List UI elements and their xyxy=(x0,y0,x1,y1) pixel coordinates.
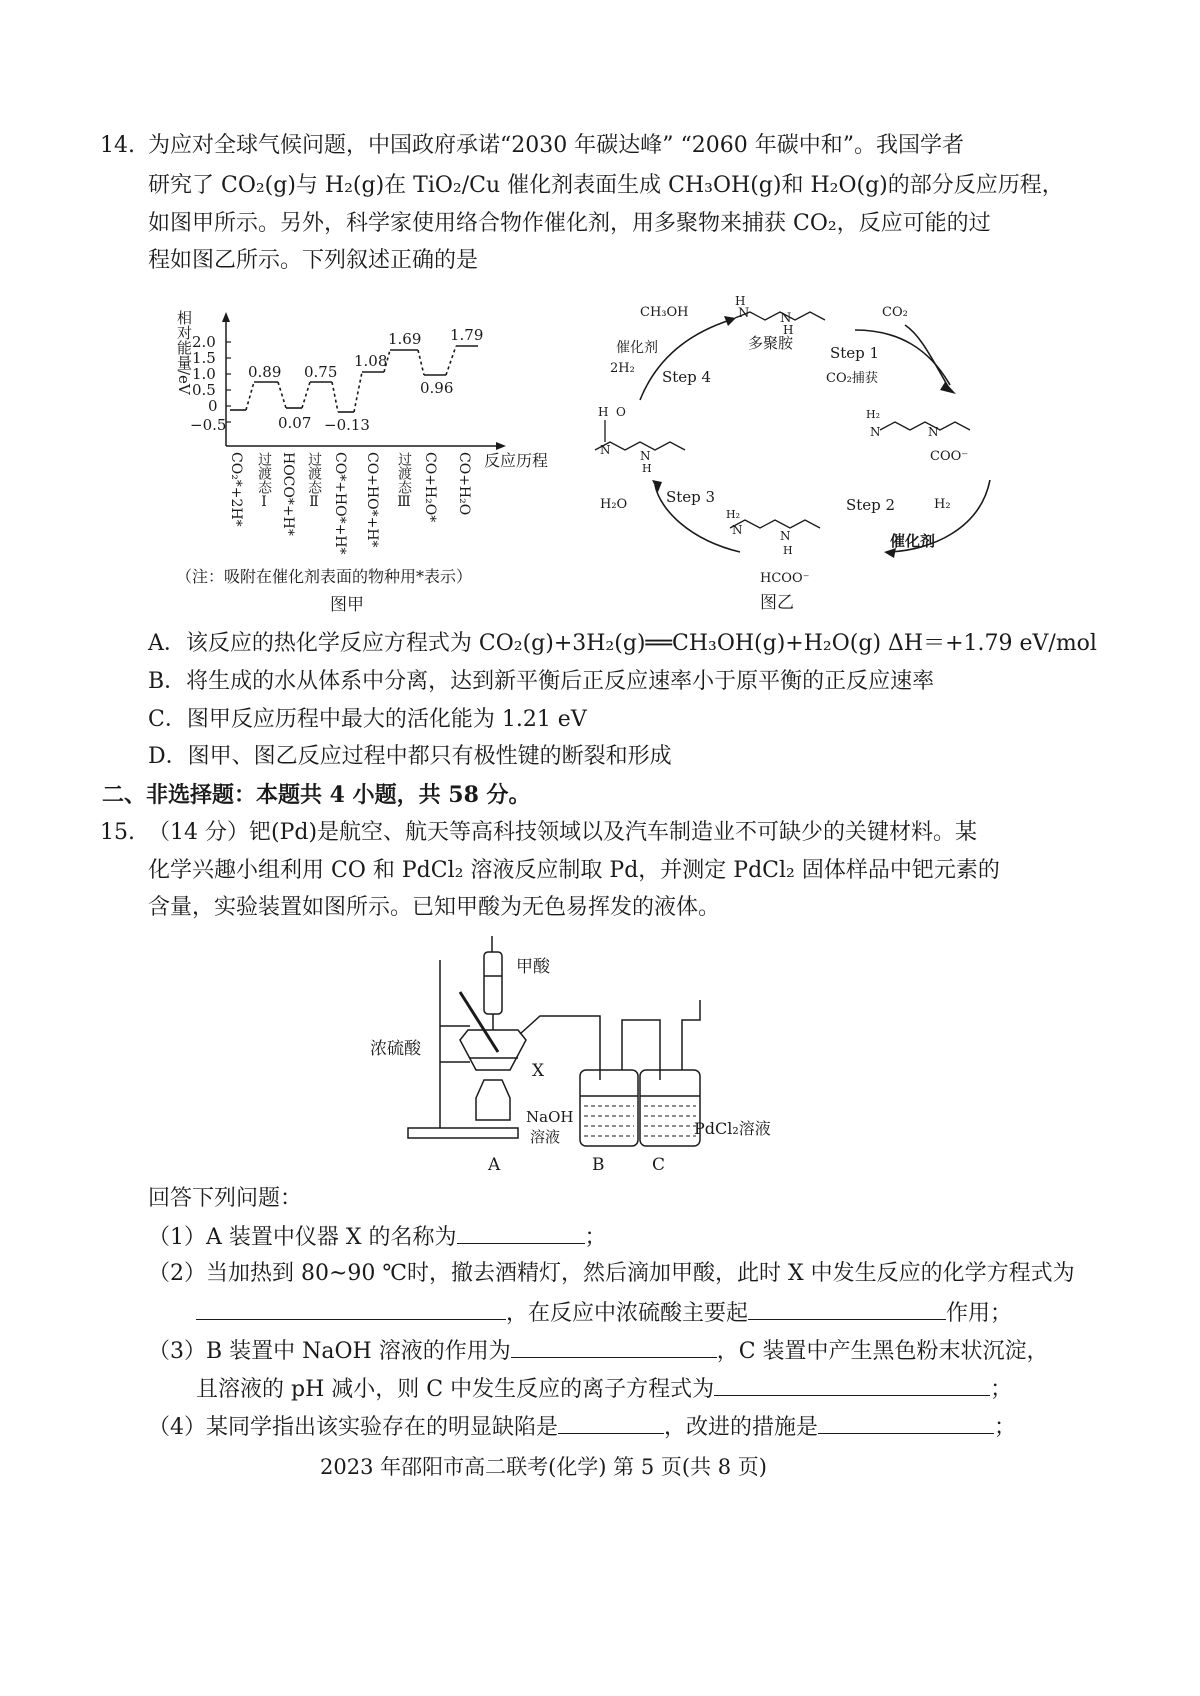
svg-text:N: N xyxy=(780,311,792,326)
q14-number: 14. xyxy=(100,133,135,158)
q14-line-2: 研究了 CO₂(g)与 H₂(g)在 TiO₂/Cu 催化剂表面生成 CH₃OH(g)和 H₂O(g)的部分反应历程， xyxy=(148,173,1064,198)
q15-line-2: 化学兴趣小组利用 CO 和 PdCl₂ 溶液反应制取 Pd，并测定 PdCl₂ 固体样品中钯元素的 xyxy=(148,858,1000,883)
state-8: CO+H₂O* xyxy=(422,452,438,523)
option-b: B．将生成的水从体系中分离，达到新平衡后正反应速率小于原平衡的正反应速率 xyxy=(148,669,935,694)
h2o-label: H₂O xyxy=(600,497,628,512)
answer-blank-2a[interactable] xyxy=(196,1297,506,1320)
svg-text:H: H xyxy=(783,544,793,557)
state-2: 过渡态Ⅰ xyxy=(256,452,272,510)
answer-blank-3b[interactable] xyxy=(714,1373,990,1396)
state-4: 过渡态Ⅱ xyxy=(306,452,322,510)
polymer-label: 多聚胺 xyxy=(748,334,794,352)
answer-blank-2b[interactable] xyxy=(748,1297,946,1320)
label-formic-acid: 甲酸 xyxy=(516,957,550,977)
ytick-0-5: 0.5 xyxy=(192,381,216,399)
q15-line-1: （14 分）钯(Pd)是航空、航天等高科技领域以及汽车制造业不可缺少的关键材料。某 xyxy=(148,820,978,845)
svg-text:N: N xyxy=(600,443,611,457)
co2-label: CO₂ xyxy=(882,305,908,320)
sub2-end: 作用； xyxy=(946,1301,1013,1326)
answer-blank-3a[interactable] xyxy=(511,1335,717,1358)
sub-question-1 xyxy=(148,1221,607,1253)
answer-blank-1[interactable] xyxy=(457,1221,585,1244)
h2-right: H₂ xyxy=(934,497,951,512)
sub3-text: （3）B 装置中 NaOH 溶液的作用为 xyxy=(148,1339,511,1364)
step4-label: Step 4 xyxy=(662,368,712,386)
answer-intro: 回答下列问题： xyxy=(148,1186,303,1211)
sub-question-4 xyxy=(148,1411,1016,1443)
ch3oh-label: CH₃OH xyxy=(640,305,689,320)
label-pdcl2: PdCl₂溶液 xyxy=(694,1119,771,1138)
bottle-b xyxy=(580,1070,638,1146)
sub-question-3-line-2 xyxy=(196,1373,1012,1405)
sub1-text: （1）A 装置中仪器 X 的名称为 xyxy=(148,1225,457,1250)
ytick-2-0: 2.0 xyxy=(192,333,216,351)
label-conc-h2so4: 浓硫酸 xyxy=(370,1039,421,1059)
answer-blank-4b[interactable] xyxy=(818,1411,994,1434)
svg-text:N: N xyxy=(732,523,743,537)
ytick-neg-0-5: −0.5 xyxy=(190,416,227,434)
svg-text:N: N xyxy=(870,425,881,439)
svg-text:H₂: H₂ xyxy=(866,408,881,421)
sub3-text-2: 且溶液的 pH 减小，则 C 中发生反应的离子方程式为 xyxy=(196,1377,715,1402)
stand-base xyxy=(408,1128,518,1138)
alcohol-lamp xyxy=(476,1080,510,1120)
step1-label: Step 1 xyxy=(830,344,880,362)
sub3-mid: ，C 装置中产生黑色粉末状沉淀， xyxy=(716,1339,1049,1364)
svg-text:H: H xyxy=(642,462,652,475)
svg-text:H₂: H₂ xyxy=(726,508,741,521)
option-c: C．图甲反应历程中最大的活化能为 1.21 eV xyxy=(148,707,587,732)
step2-label: Step 2 xyxy=(846,496,896,514)
energy-0-96: 0.96 xyxy=(420,379,454,397)
answer-blank-4a[interactable] xyxy=(558,1411,664,1434)
bottle-c xyxy=(640,1070,700,1146)
state-9: CO+H₂O xyxy=(456,452,472,516)
catalyst-right: 催化剂 xyxy=(890,532,936,550)
catalytic-cycle-figure xyxy=(600,290,1080,620)
q15-line-3: 含量，实验装置如图所示。已知甲酸为无色易挥发的液体。 xyxy=(148,895,721,920)
energy-neg-0-13: −0.13 xyxy=(324,416,370,434)
energy-0-89: 0.89 xyxy=(248,363,282,381)
energy-0-75: 0.75 xyxy=(304,363,338,381)
y-axis-arrow xyxy=(222,312,230,322)
figure-jia-caption: 图甲 xyxy=(330,595,364,615)
svg-text:N: N xyxy=(640,449,651,463)
hcoo-label: HCOO⁻ xyxy=(760,571,810,586)
arc-top-left xyxy=(640,320,730,400)
q14-line-1: 为应对全球气候问题，中国政府承诺“2030 年碳达峰” “2060 年碳中和”。我国学者 xyxy=(148,133,964,158)
state-3: HOCO*+H* xyxy=(280,452,296,536)
sub3-end: ； xyxy=(990,1377,1013,1402)
x-axis-label: 反应历程 xyxy=(484,451,549,470)
option-a: A．该反应的热化学反应方程式为 CO₂(g)+3H₂(g)══CH₃OH(g)+H₂O(g) ΔH＝+1.79 eV/mol xyxy=(148,631,1097,656)
page-footer: 2023 年邵阳市高二联考(化学) 第 5 页(共 8 页) xyxy=(320,1455,767,1479)
q14-line-3: 如图甲所示。另外，科学家使用络合物作催化剂，用多聚物来捕获 CO₂，反应可能的过 xyxy=(148,211,991,236)
energy-1-08: 1.08 xyxy=(354,352,388,370)
svg-text:N: N xyxy=(738,306,750,321)
step1-sub: CO₂捕获 xyxy=(826,371,878,386)
catalyst-left: 催化剂 xyxy=(616,340,658,356)
sub-question-3 xyxy=(148,1335,1049,1367)
state-7: 过渡态Ⅲ xyxy=(396,452,412,510)
svg-text:N: N xyxy=(780,529,791,543)
sub4-text: （4）某同学指出该实验存在的明显缺陷是 xyxy=(148,1415,558,1440)
sub-question-2-line-2 xyxy=(196,1297,1012,1329)
energy-profile-figure xyxy=(170,300,590,620)
figure-note: （注：吸附在催化剂表面的物种用*表示） xyxy=(176,567,473,586)
label-b: B xyxy=(592,1155,605,1175)
svg-text:H: H xyxy=(783,323,794,337)
svg-text:H: H xyxy=(598,405,609,419)
svg-text:N: N xyxy=(928,425,939,439)
figure-yi-caption: 图乙 xyxy=(760,593,794,613)
energy-0-07: 0.07 xyxy=(278,414,312,432)
ytick-1-0: 1.0 xyxy=(192,365,216,383)
label-naoh-2: 溶液 xyxy=(530,1128,561,1146)
tube-b-to-c xyxy=(622,1020,660,1080)
step1-curve xyxy=(905,325,950,390)
state-1: CO₂*+2H* xyxy=(228,452,244,527)
q15-number: 15. xyxy=(100,820,135,845)
svg-text:H: H xyxy=(735,294,746,308)
state-5: CO*+HO*+H* xyxy=(332,452,348,555)
x-axis-arrow xyxy=(496,442,506,450)
ytick-1-5: 1.5 xyxy=(192,349,216,367)
energy-1-79: 1.79 xyxy=(450,326,484,344)
flask-x xyxy=(460,1030,526,1070)
state-6: CO+HO*+H* xyxy=(364,452,380,548)
sub4-end: ； xyxy=(994,1415,1017,1440)
q14-line-4: 程如图乙所示。下列叙述正确的是 xyxy=(148,248,479,273)
svg-text:O: O xyxy=(616,405,626,419)
sub1-end: ； xyxy=(584,1225,607,1250)
h2-left: 2H₂ xyxy=(610,361,635,376)
energy-1-69: 1.69 xyxy=(388,330,422,348)
label-a: A xyxy=(488,1155,501,1175)
step3-label: Step 3 xyxy=(666,488,716,506)
apparatus-figure xyxy=(360,930,800,1180)
ytick-0: 0 xyxy=(208,397,218,415)
y-axis-label: 相对能量/eV xyxy=(175,310,193,395)
sub4-mid: ，改进的措施是 xyxy=(664,1415,819,1440)
sub-question-2: （2）当加热到 80~90 ℃时，撤去酒精灯，然后滴加甲酸，此时 X 中发生反应的化学方程式为 xyxy=(148,1261,1075,1286)
label-x: X xyxy=(532,1061,545,1081)
sub2-mid: ，在反应中浓硫酸主要起 xyxy=(506,1301,749,1326)
label-naoh-1: NaOH xyxy=(526,1108,574,1126)
section-title: 二、非选择题：本题共 4 小题，共 58 分。 xyxy=(102,782,531,808)
dropping-funnel xyxy=(484,952,502,1014)
coo-label: COO⁻ xyxy=(930,449,969,464)
option-d: D．图甲、图乙反应过程中都只有极性键的断裂和形成 xyxy=(148,744,672,769)
label-c: C xyxy=(652,1155,666,1175)
